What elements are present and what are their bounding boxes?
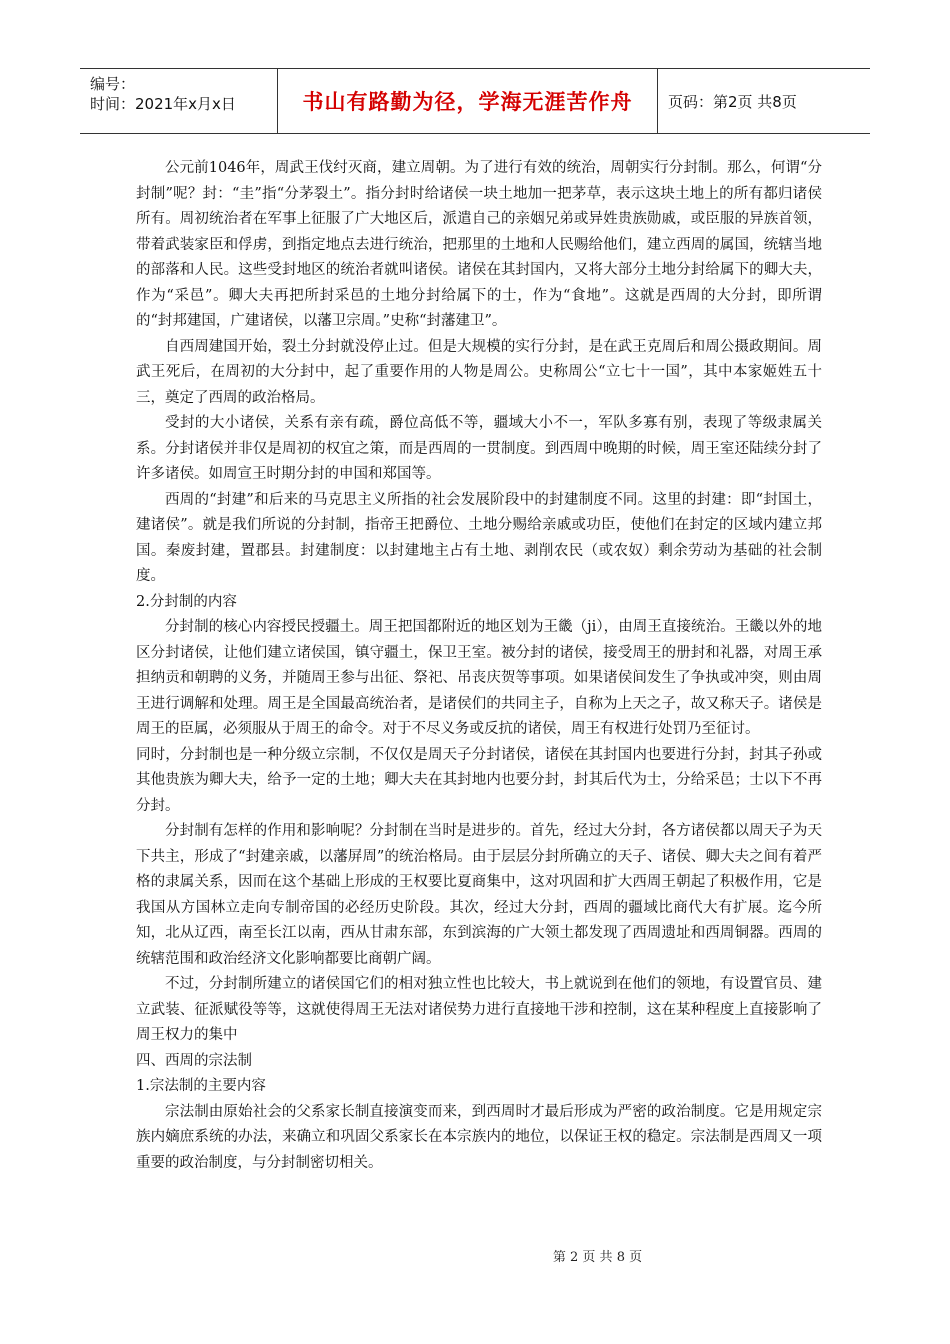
paragraph: 不过，分封制所建立的诸侯国它们的相对独立性也比较大，书上就说到在他们的领地，有设置官员、建立武装、征派赋役等等，这就使得周王无法对诸侯势力进行直接地干涉和控制，这在某种程度上直接影响了周王权力的集中 <box>136 976 822 1043</box>
time-label: 时间：2021年x月x日 <box>90 95 236 113</box>
header-motto: 书山有路勤为径，学海无涯苦作舟 <box>302 90 633 114</box>
paragraph: 自西周建国开始，裂土分封就没停止过。但是大规模的实行分封，是在武王克周后和周公摄政期间。周武王死后，在周初的大分封中，起了重要作用的人物是周公。史称周公“立七十一国”，其中本家姬姓五十三，奠定了西周的政治格局。 <box>136 338 822 406</box>
paragraph: 分封制有怎样的作用和影响呢？分封制在当时是进步的。首先，经过大分封，各方诸侯都以周天子为天下共主，形成了“封建亲戚，以藩屏周”的统治格局。由于层层分封所确立的天子、诸侯、卿大夫之间有着严格的隶属关系，因而在这个基础上形成的王权要比夏商集中，这对巩固和扩大西周王朝起了积极作用，它是我国从方国林立走向专制帝国的必经历史阶段。其次，经过大分封，西周的疆域比商代大有扩展。迄今所知，北从辽西，南至长江以南，西从甘肃东部，东到滨海的广大领土都发现了西周遗址和西周铜器。西周的统辖范围和政治经济文化影响都要比商朝广阔。 <box>136 823 822 967</box>
paragraph: 西周的“封建”和后来的马克思主义所指的社会发展阶段中的封建制度不同。这里的封建：即“封国土，建诸侯”。就是我们所说的分封制，指帝王把爵位、土地分赐给亲戚或功臣，使他们在封定的区域内建立邦国。秦废封建，置郡县。封建制度：以封建地主占有土地、剥削农民（或农奴）剩余劳动为基础的社会制度。 <box>136 491 822 584</box>
header-page-code: 页码：第2页 共8页 <box>668 92 797 111</box>
serial-label: 编号： <box>90 75 136 93</box>
paragraph: 受封的大小诸侯，关系有亲有疏，爵位高低不等，疆域大小不一，军队多寡有别，表现了等级隶属关系。分封诸侯并非仅是周初的权宜之策，而是西周的一贯制度。到西周中晚期的时候，周王室还陆续分封了许多诸侯。如周宣王时期分封的申国和郑国等。 <box>136 415 822 482</box>
paragraph: 分封制的核心内容授民授疆土。周王把国都附近的地区划为王畿（ji），由周王直接统治。王畿以外的地区分封诸侯，让他们建立诸侯国，镇守疆土，保卫王室。被分封的诸侯，接受周王的册封和礼器，对周王承担纳贡和朝聘的义务，并随周王参与出征、祭祀、吊丧庆贺等事项。如果诸侯间发生了争执或冲突，则由周王进行调解和处理。周王是全国最高统治者，是诸侯们的共同主子，自称为上天之子，故又称天子。诸侯是周王的臣属，必须服从于周王的命令。对于不尽义务或反抗的诸侯，周王有权进行处罚乃至征讨。 <box>136 619 822 737</box>
header-motto-cell <box>278 69 658 133</box>
section-heading: 四、西周的宗法制 <box>136 1052 252 1069</box>
section-heading: 1.宗法制的主要内容 <box>136 1078 266 1094</box>
paragraph: 宗法制由原始社会的父系家长制直接演变而来，到西周时才最后形成为严密的政治制度。它是用规定宗族内嫡庶系统的办法，来确立和巩固父系家长在本宗族内的地位，以保证王权的稳定。宗法制是西周又一项重要的政治制度，与分封制密切相关。 <box>136 1103 822 1171</box>
footer-page-number: 第 2 页 共 8 页 <box>552 1250 643 1265</box>
section-heading: 2.分封制的内容 <box>136 593 237 610</box>
document-body <box>136 156 822 1176</box>
header-meta <box>80 69 278 133</box>
page-header <box>80 68 870 134</box>
paragraph: 公元前1046年，周武王伐纣灭商，建立周朝。为了进行有效的统治，周朝实行分封制。那么，何谓“分封制”呢？封：“圭”指“分茅裂土”。指分封时给诸侯一块土地加一把茅草，表示这块土地上的所有都归诸侯所有。周初统治者在军事上征服了广大地区后，派遣自己的亲姻兄弟或异姓贵族勋戚，或臣服的异族首领，带着武装家臣和俘虏，到指定地点去进行统治，把那里的土地和人民赐给他们，建立西周的属国，统辖当地的部落和人民。这些受封地区的统治者就叫诸侯。诸侯在其封国内，又将大部分土地分封给属下的卿大夫，作为“采邑”。卿大夫再把所封采邑的土地分封给属下的士，作为“食地”。这就是西周的大分封，即所谓的“封邦建国，广建诸侯，以藩卫宗周。”史称“封藩建卫”。 <box>136 160 822 329</box>
page-footer <box>0 1246 950 1265</box>
paragraph: 同时，分封制也是一种分级立宗制，不仅仅是周天子分封诸侯，诸侯在其封国内也要进行分封，封其子孙或其他贵族为卿大夫，给予一定的土地；卿大夫在其封地内也要分封，封其后代为士，分给采邑；士以下不再分封。 <box>136 746 822 814</box>
